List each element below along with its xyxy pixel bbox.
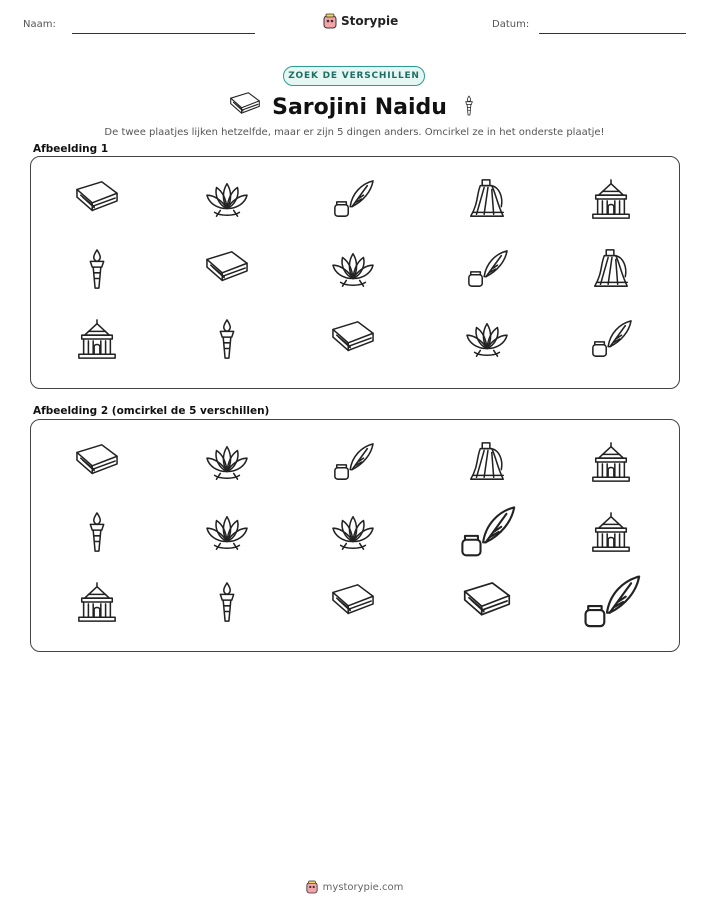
page-title: Sarojini Naidu <box>272 94 447 120</box>
picture1-temple-icon <box>73 318 121 360</box>
picture2-quill-icon[interactable] <box>578 573 645 632</box>
title-torch-icon <box>457 95 481 120</box>
picture1-torch-icon <box>73 248 121 290</box>
picture2-book-icon[interactable] <box>461 579 514 626</box>
picture1-book-icon <box>329 318 377 360</box>
footer-url: mystorypie.com <box>322 881 404 893</box>
title-row <box>0 90 709 124</box>
picture1-lotus-icon <box>329 248 377 290</box>
activity-badge: ZOEK DE VERSCHILLEN <box>283 66 425 86</box>
name-label: Naam: <box>23 19 56 30</box>
picture2-lotus-icon[interactable] <box>203 511 251 553</box>
picture2-panel[interactable] <box>30 419 680 652</box>
picture1-book-icon <box>203 248 251 290</box>
picture2-quill-icon[interactable] <box>329 441 377 483</box>
title-book-icon <box>228 90 262 124</box>
brand-name: Storypie <box>341 14 399 28</box>
picture2-temple-icon[interactable] <box>587 511 635 553</box>
picture1-quill-icon <box>463 248 511 290</box>
picture1-saree-icon <box>587 248 635 290</box>
picture1-label: Afbeelding 1 <box>33 143 109 155</box>
picture1-lotus-icon <box>463 318 511 360</box>
picture2-lotus-icon[interactable] <box>203 441 251 483</box>
picture2-book-icon[interactable] <box>73 441 121 483</box>
picture1-temple-icon <box>587 178 635 220</box>
picture2-temple-icon[interactable] <box>587 441 635 483</box>
picture1-quill-icon <box>329 178 377 220</box>
picture2-saree-icon[interactable] <box>463 441 511 483</box>
picture2-torch-icon[interactable] <box>73 511 121 553</box>
date-line[interactable] <box>539 33 686 34</box>
picture1-lotus-icon <box>203 178 251 220</box>
picture2-torch-icon[interactable] <box>203 581 251 623</box>
picture2-label: Afbeelding 2 (omcirkel de 5 verschillen) <box>33 405 270 417</box>
picture2-book-icon[interactable] <box>329 581 377 623</box>
picture1-saree-icon <box>463 178 511 220</box>
picture1-torch-icon <box>203 318 251 360</box>
storypie-mascot-icon <box>306 880 318 894</box>
picture1-book-icon <box>73 178 121 220</box>
brand-logo <box>323 13 398 29</box>
date-label: Datum: <box>492 19 530 30</box>
picture1-panel <box>30 156 680 389</box>
storypie-mascot-icon <box>323 13 337 29</box>
instruction-text: De twee plaatjes lijken hetzelfde, maar er zijn 5 dingen anders. Omcirkel ze in het onderste plaatje! <box>104 127 605 138</box>
picture2-temple-icon[interactable] <box>73 581 121 623</box>
footer <box>0 880 709 894</box>
picture2-quill-icon[interactable] <box>455 504 520 561</box>
name-line[interactable] <box>72 33 255 34</box>
picture1-quill-icon <box>587 318 635 360</box>
picture2-lotus-icon[interactable] <box>329 511 377 553</box>
